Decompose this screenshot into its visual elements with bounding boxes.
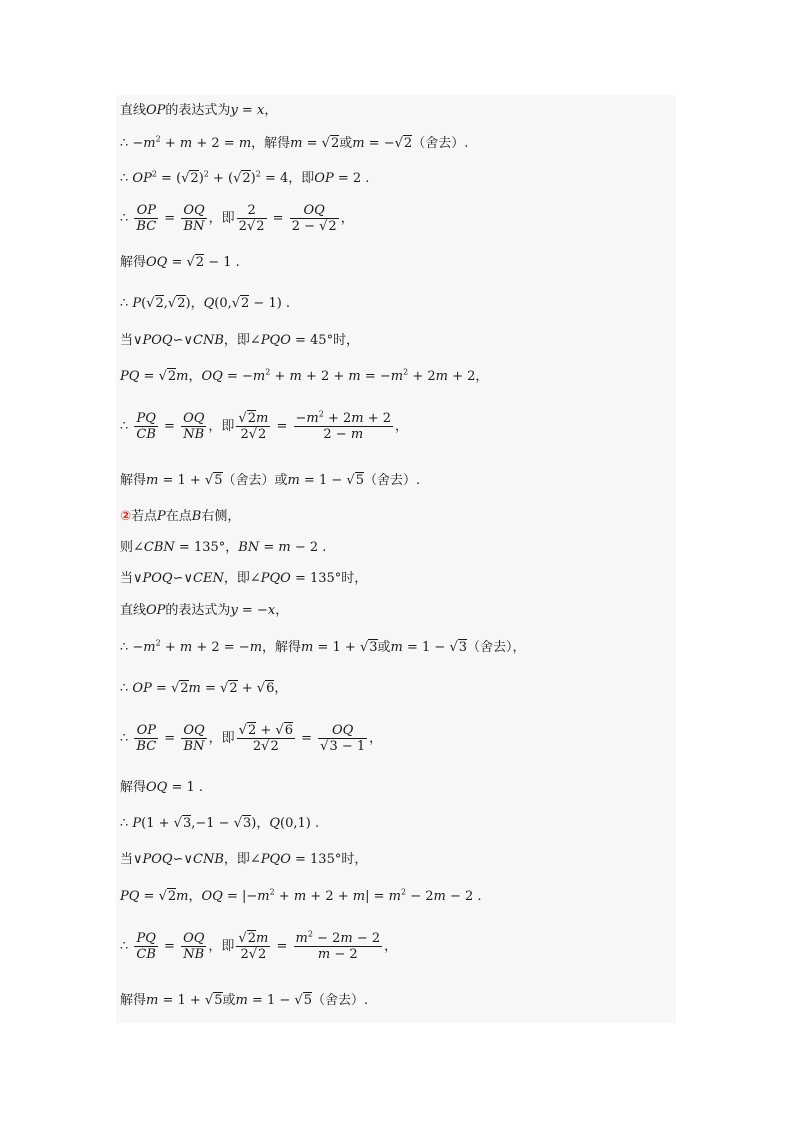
solution-line-6: ∴ P(√2,√2)，Q(0,√2 − 1) . xyxy=(120,296,291,311)
solution-line-7: 当∨POQ∽∨CNB，即∠PQO = 45°时， xyxy=(120,333,360,348)
solution-line-10: 解得m = 1 + √5（舍去）或m = 1 − √5（舍去）. xyxy=(120,473,421,488)
solution-line-1: 直线OP的表达式为y = x， xyxy=(120,103,278,118)
solution-line-22: ∴ $\frac{PQ}{CB}$ = $\frac{OQ}{NB}$ ，即 $\frac{√2m}{2√2}$ = $\frac{m^2 - 2m - 2}{m - 2}$ ， xyxy=(120,929,398,962)
solution-line-8: PQ = √2m，OQ = $-m^2 + m + 2 + m = -m^2 + 2m + 2$， xyxy=(120,367,489,384)
solution-panel xyxy=(116,95,676,1023)
solution-line-14: 直线OP的表达式为y = −x， xyxy=(120,603,289,618)
solution-line-11: ②若点P在点B右侧， xyxy=(120,509,241,524)
solution-line-12: 则∠CBN = 135°，BN = m − 2 . xyxy=(120,540,327,555)
solution-line-15: ∴ $-m^2 + m + 2 = -m$，解得m = 1 + √3或m = 1 − √3（舍去）， xyxy=(120,638,526,655)
solution-line-3: ∴ $OP^2 = (√2)^2 + (√2)^2 = 4$，即OP = 2 . xyxy=(120,169,370,186)
solution-line-19: ∴ P(1 + √3,−1 − √3)，Q(0,1) . xyxy=(120,816,320,831)
solution-line-2: ∴ $-m^2 + m + 2 = m$，解得m = √2或m = −√2（舍去）. xyxy=(120,134,469,151)
solution-line-23: 解得m = 1 + √5或m = 1 − √5（舍去）. xyxy=(120,993,369,1008)
solution-line-17: ∴ $\frac{OP}{BC}$ = $\frac{OQ}{BN}$ ，即 $\frac{√2 + √6}{2√2}$ = $\frac{OQ}{√3 - 1}$ ， xyxy=(120,723,383,754)
solution-line-5: 解得OQ = √2 − 1 . xyxy=(120,255,240,270)
solution-line-20: 当∨POQ∽∨CNB，即∠PQO = 135°时， xyxy=(120,852,368,867)
solution-line-4: ∴ $\frac{OP}{BC}$ = $\frac{OQ}{BN}$ ，即 $\frac{2}{2√2}$ = $\frac{OQ}{2 - √2}$ ， xyxy=(120,203,354,234)
solution-line-21: PQ = √2m，OQ = $|-m^2 + m + 2 + m| = m^2 - 2m - 2$ . xyxy=(120,887,482,904)
solution-line-18: 解得OQ = 1 . xyxy=(120,780,204,795)
solution-line-9: ∴ $\frac{PQ}{CB}$ = $\frac{OQ}{NB}$ ，即 $\frac{√2m}{2√2}$ = $\frac{-m^2 + 2m + 2}{2 - m}$ ， xyxy=(120,409,409,442)
solution-line-16: ∴ OP = √2m = √2 + √6， xyxy=(120,681,288,696)
solution-line-13: 当∨POQ∽∨CEN，即∠PQO = 135°时， xyxy=(120,571,368,586)
circled-number-2: ② xyxy=(120,509,132,524)
